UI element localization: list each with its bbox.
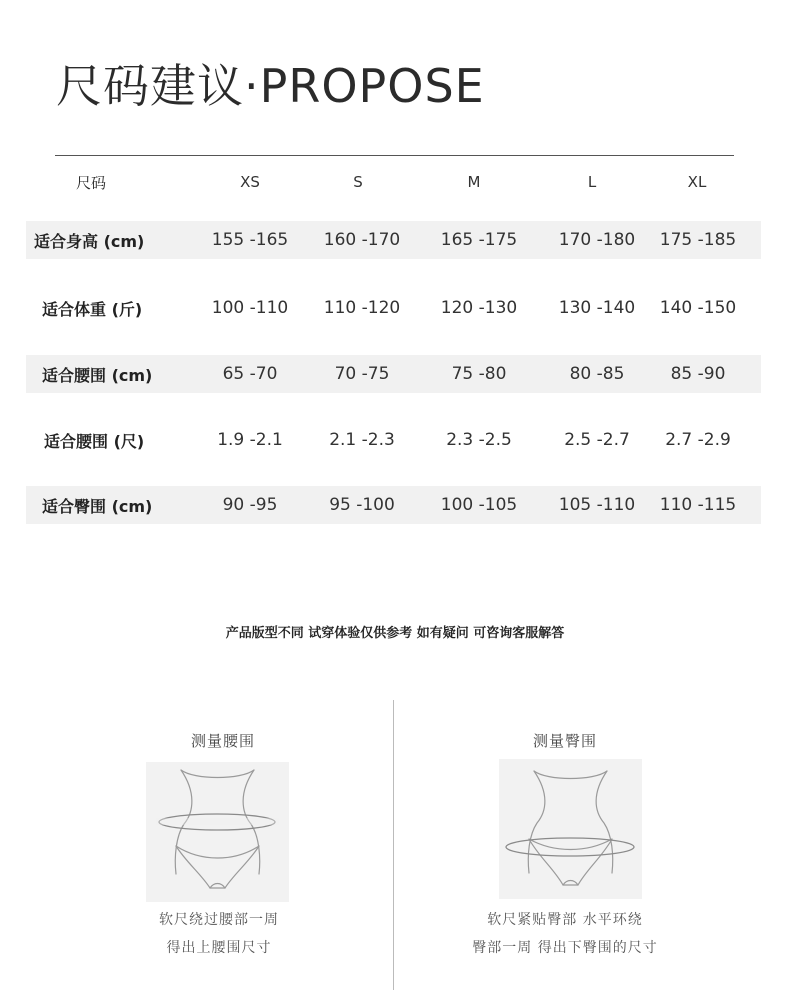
page-title: 尺码建议·PROPOSE (56, 59, 485, 113)
table-cell: 165 -175 (440, 230, 518, 250)
table-cell: 175 -185 (659, 230, 737, 250)
table-cell: 130 -140 (558, 298, 636, 318)
waist-panel-title: 测量腰围 (190, 732, 255, 750)
table-cell: 110 -115 (659, 495, 737, 515)
hip-body-outline-icon (499, 759, 642, 899)
fit-disclaimer: 产品版型不同 试穿体验仅供参考 如有疑问 可咨询客服解答 (225, 626, 565, 641)
hip-panel-title: 测量臀围 (532, 732, 597, 750)
row-label: 适合腰围 (cm) (42, 365, 153, 385)
header-size-m: M (467, 173, 481, 191)
table-row (26, 289, 761, 327)
row-label: 适合腰围 (尺) (44, 431, 145, 451)
header-size-l: L (587, 173, 597, 191)
header-label: 尺码 (76, 173, 107, 192)
waist-instruction-line: 软尺绕过腰部一周 (159, 912, 279, 928)
table-cell: 120 -130 (440, 298, 518, 318)
table-cell: 2.7 -2.9 (665, 430, 731, 450)
header-size-xl: XL (687, 173, 707, 191)
waist-body-outline-icon (146, 762, 289, 902)
table-cell: 140 -150 (659, 298, 737, 318)
table-cell: 90 -95 (222, 495, 278, 515)
table-cell: 155 -165 (211, 230, 289, 250)
waist-figure (146, 762, 289, 902)
hip-instruction-line: 软尺紧贴臀部 水平环绕 (487, 912, 643, 928)
table-cell: 70 -75 (334, 364, 390, 384)
hip-instructions (435, 906, 695, 962)
table-cell: 2.5 -2.7 (564, 430, 630, 450)
table-cell: 160 -170 (323, 230, 401, 250)
table-row (26, 486, 761, 524)
panel-divider (393, 700, 394, 990)
table-cell: 75 -80 (451, 364, 507, 384)
table-row (26, 221, 761, 259)
table-cell: 110 -120 (323, 298, 401, 318)
table-cell: 85 -90 (670, 364, 726, 384)
header-size-s: S (353, 173, 363, 191)
table-row (26, 421, 761, 459)
table-cell: 65 -70 (222, 364, 278, 384)
table-cell: 2.1 -2.3 (329, 430, 395, 450)
hip-figure (499, 759, 642, 899)
table-cell: 100 -110 (211, 298, 289, 318)
table-row (26, 355, 761, 393)
waist-instruction-line: 得出上腰围尺寸 (166, 940, 272, 956)
header-size-xs: XS (240, 173, 260, 191)
row-label: 适合身高 (cm) (34, 231, 145, 251)
table-header-row (26, 163, 761, 201)
table-cell: 80 -85 (569, 364, 625, 384)
table-cell: 170 -180 (558, 230, 636, 250)
waist-instructions (89, 906, 349, 962)
title-divider (55, 155, 734, 156)
row-label: 适合体重 (斤) (42, 299, 143, 319)
row-label: 适合臀围 (cm) (42, 496, 153, 516)
table-cell: 95 -100 (329, 495, 395, 515)
table-cell: 105 -110 (558, 495, 636, 515)
table-cell: 100 -105 (440, 495, 518, 515)
table-cell: 1.9 -2.1 (217, 430, 283, 450)
table-cell: 2.3 -2.5 (446, 430, 512, 450)
hip-instruction-line: 臀部一周 得出下臀围的尺寸 (472, 940, 658, 956)
